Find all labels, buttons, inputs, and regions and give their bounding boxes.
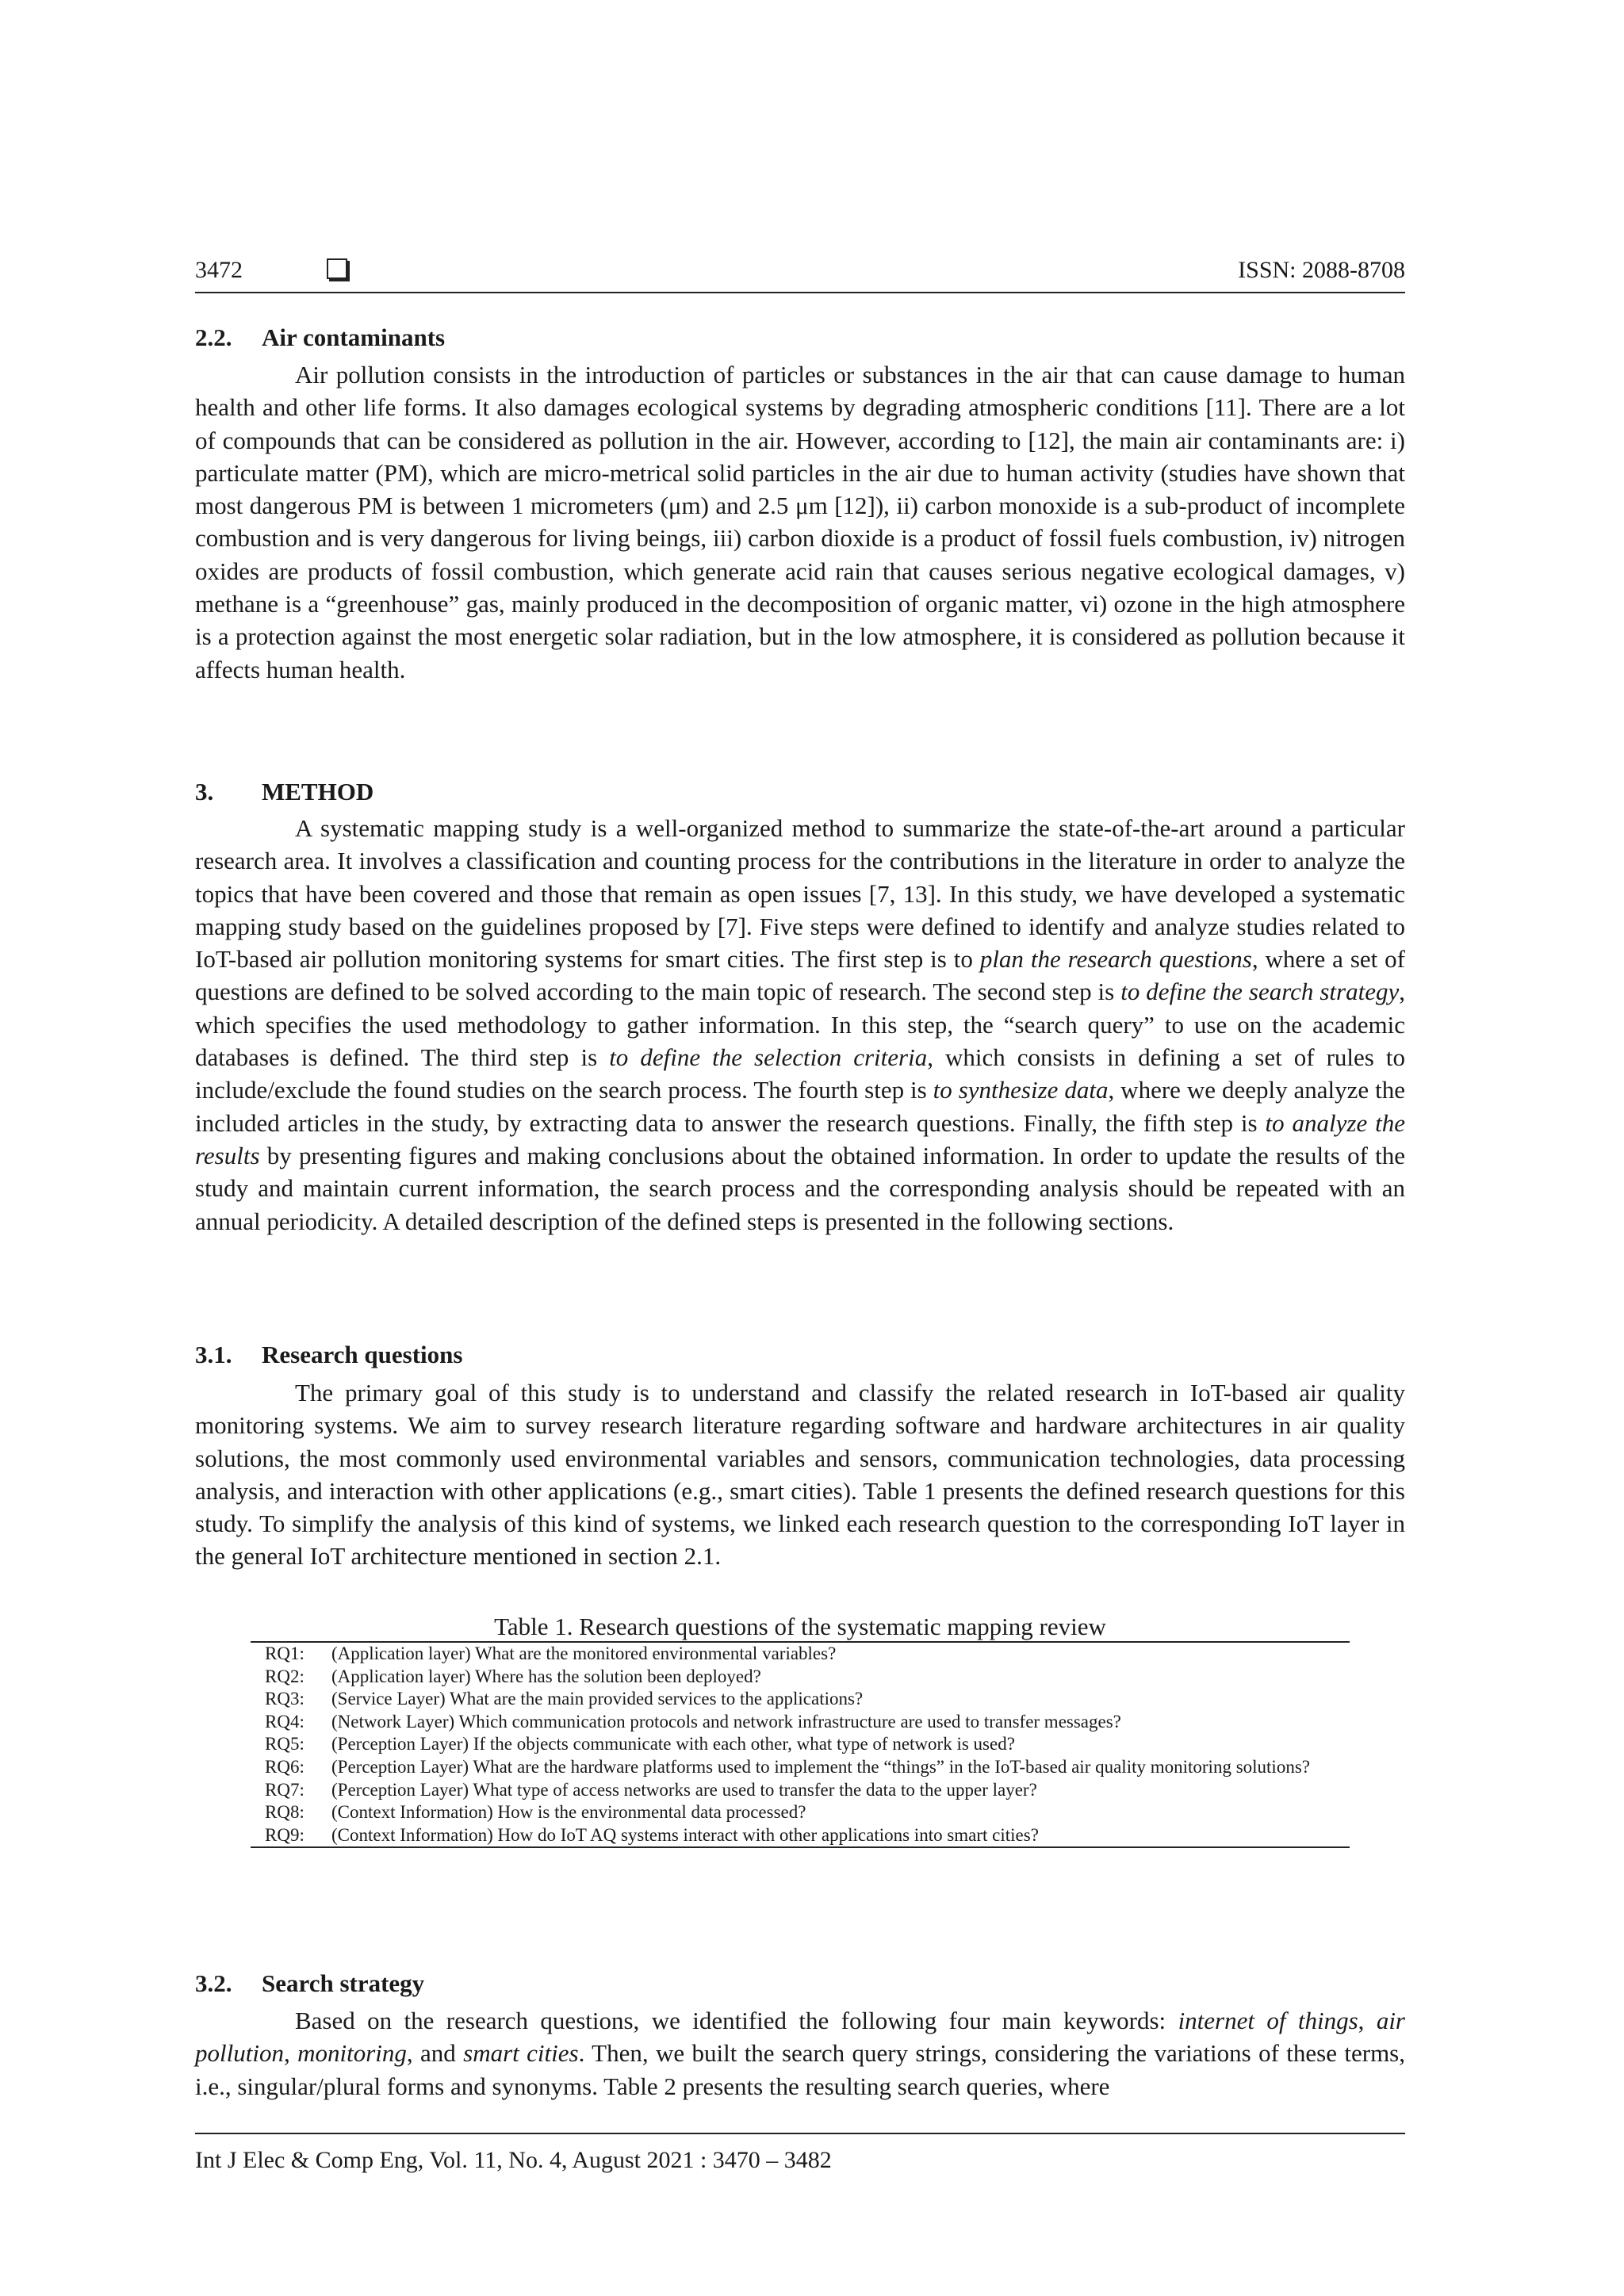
table-caption: Table 1. Research questions of the systematic mapping review bbox=[494, 1613, 1106, 1640]
question-text: (Application layer) What are the monitored environmental variables? bbox=[331, 1644, 837, 1663]
section-number: 2.2. bbox=[195, 323, 232, 351]
section-number: 3. bbox=[195, 778, 214, 806]
emphasis: smart cities bbox=[463, 2039, 579, 2068]
question-id: RQ5: bbox=[265, 1734, 304, 1755]
question-id: RQ7: bbox=[265, 1779, 304, 1800]
emphasis: to analyze the results bbox=[195, 1108, 1405, 1169]
section-heading-3-1 bbox=[195, 1341, 1405, 1369]
section-title: Research questions bbox=[262, 1341, 463, 1368]
paragraph-air-contaminants: Air pollution consists in the introduction of particles or substances in the air that can cause damage to human health and other life forms. It also damages ecological systems by degrading atmospheric conditions [11]. There are a lot of compounds that can be considered as pollution in the air. However, according to [12], the main air contaminants are: i) particulate matter (PM), which are micro-metrical solid particles in the air due to human activity (studies have shown that most dangerous PM is between 1 micrometers (μm) and 2.5 μm [12]), ii) carbon monoxide is a sub-product of incomplete combustion and is very dangerous for living beings, iii) carbon dioxide is a product of fossil fuels combustion, iv) nitrogen oxides are products of fossil combustion, which generate acid rain that causes serious negative ecological damages, v) methane is a “greenhouse” gas, mainly produced in the decomposition of organic matter, vi) ozone in the high atmosphere is a protection against the most energetic solar radiation, but in the low atmosphere, it is considered as pollution because it affects human health. bbox=[195, 361, 1405, 683]
section-heading-3 bbox=[195, 778, 1405, 806]
question-text: (Service Layer) What are the main provided services to the applications? bbox=[331, 1689, 864, 1709]
section-heading-3-2 bbox=[195, 1969, 1405, 1998]
question-id: RQ8: bbox=[265, 1802, 304, 1823]
section-number: 3.2. bbox=[195, 1969, 232, 1997]
question-id: RQ3: bbox=[265, 1689, 304, 1709]
emphasis: to define the selection criteria bbox=[609, 1043, 928, 1072]
page-header bbox=[195, 252, 1405, 293]
emphasis: to synthesize data bbox=[933, 1076, 1109, 1104]
question-text: (Application layer) Where has the solution been deployed? bbox=[331, 1666, 761, 1686]
checkbox-glyph-icon bbox=[327, 258, 347, 279]
table-row bbox=[251, 1733, 1350, 1756]
table-row bbox=[251, 1824, 1350, 1847]
table-row bbox=[251, 1711, 1350, 1734]
question-text: (Perception Layer) What type of access networks are used to transfer the data to the upper layer? bbox=[331, 1779, 1037, 1800]
emphasis: monitoring bbox=[297, 2039, 407, 2068]
page-footer: Int J Elec & Comp Eng, Vol. 11, No. 4, August 2021 : 3470 – 3482 bbox=[195, 2133, 1405, 2174]
question-id: RQ4: bbox=[265, 1711, 304, 1732]
question-text: (Context Information) How is the environmental data processed? bbox=[331, 1802, 806, 1823]
question-text: (Network Layer) Which communication protocols and network infrastructure are used to transfer messages? bbox=[331, 1711, 1121, 1732]
question-id: RQ2: bbox=[265, 1666, 304, 1686]
table-row bbox=[251, 1801, 1350, 1824]
table-row bbox=[251, 1643, 1350, 1666]
table-row bbox=[251, 1688, 1350, 1711]
question-text: (Perception Layer) If the objects communicate with each other, what type of network is used? bbox=[331, 1734, 1015, 1755]
table-row bbox=[251, 1666, 1350, 1689]
section-title: Air contaminants bbox=[262, 323, 446, 351]
emphasis: plan the research questions bbox=[979, 945, 1252, 974]
emphasis: internet of things bbox=[1178, 2007, 1358, 2034]
section-title: METHOD bbox=[262, 778, 374, 806]
question-text: (Perception Layer) What are the hardware platforms used to implement the “things” in the IoT-based air quality monitoring solutions? bbox=[331, 1756, 1310, 1777]
emphasis: to define the search strategy bbox=[1120, 978, 1400, 1006]
question-text: (Context Information) How do IoT AQ systems interact with other applications into smart cities? bbox=[331, 1824, 1039, 1845]
emphasis: air pollution bbox=[195, 2007, 1405, 2068]
page-number: 3472 bbox=[195, 257, 243, 283]
table-row bbox=[251, 1756, 1350, 1779]
issn: ISSN: 2088-8708 bbox=[1238, 257, 1405, 283]
question-id: RQ9: bbox=[265, 1824, 304, 1845]
question-id: RQ6: bbox=[265, 1756, 304, 1777]
section-heading-2-2 bbox=[195, 323, 1405, 352]
paragraph-method: A systematic mapping study is a well-organized method to summarize the state-of-the-art around a particular research area. It involves a classification and counting process for the contributions in the literature in order to analyze the topics that have been covered and those that remain as open issues [7, 13]. In this study, we have developed a systematic mapping study based on the guidelines proposed by [7]. Five steps were defined to identify and analyze studies related to IoT-based air pollution monitoring systems for smart cities. The first step is to plan the research questions, where a set of questions are defined to be solved according to the main topic of research. The second step is to define the search strategy, which specifies the used methodology to gather information. In this step, the “search query” to use on the academic databases is defined. The third step is to define the selection criteria, which consists in defining a set of rules to include/exclude the found studies on the search process. The fourth step is to synthesize data, where we deeply analyze the included articles in the study, by extracting data to answer the research questions. Finally, the fifth step is to analyze the results by presenting figures and making conclusions about the obtained information. In order to update the results of the study and maintain current information, the search process and the corresponding analysis should be repeated with an annual periodicity. A detailed description of the defined steps is presented in the following sections. bbox=[195, 814, 1405, 1235]
table-row bbox=[251, 1779, 1350, 1802]
question-id: RQ1: bbox=[265, 1644, 304, 1663]
section-number: 3.1. bbox=[195, 1341, 232, 1368]
paragraph-research-questions: The primary goal of this study is to understand and classify the related research in IoT-based air quality monitoring systems. We aim to survey research literature regarding software and hardware architectures in air quality solutions, the most commonly used environmental variables and sensors, communication technologies, data processing analysis, and interaction with other applications (e.g., smart cities). Table 1 presents the defined research questions for this study. To simplify the analysis of this kind of systems, we linked each research question to the corresponding IoT layer in the general IoT architecture mentioned in section 2.1. bbox=[195, 1379, 1405, 1571]
section-title: Search strategy bbox=[262, 1969, 425, 1997]
research-questions-table bbox=[251, 1641, 1350, 1848]
paragraph-search-strategy: Based on the research questions, we identified the following four main keywords: internet of things, air pollution, monitoring, and smart cities. Then, we built the search query strings, considering the variations of these terms, i.e., singular/plural forms and synonyms. Table 2 presents the resulting search queries, where bbox=[195, 2007, 1405, 2100]
